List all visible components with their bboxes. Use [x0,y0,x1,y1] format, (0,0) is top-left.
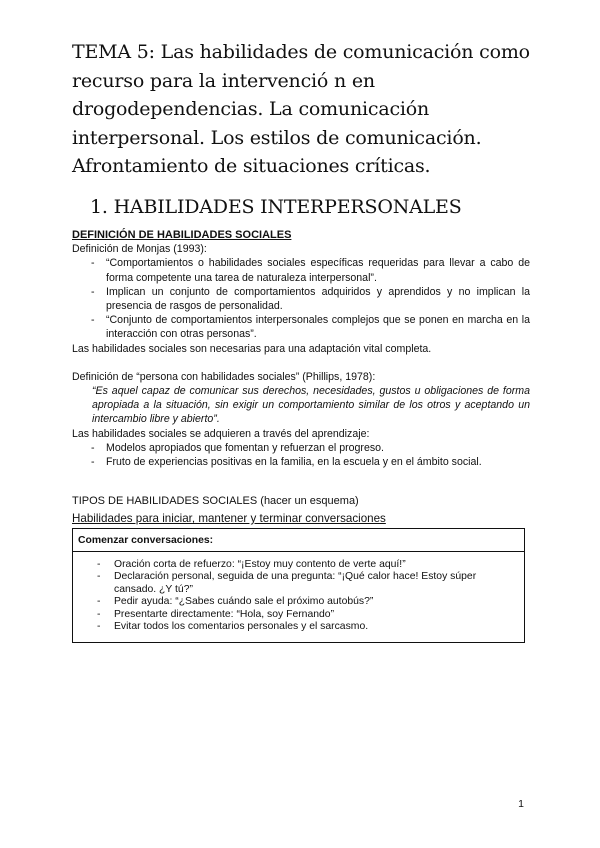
list-item: - Oración corta de refuerzo: “¡Estoy muy contento de verte aquí!” [73,559,524,571]
list-item: - Pedir ayuda: “¿Sabes cuándo sale el próximo autobús?” [73,596,524,608]
main-title: TEMA 5: Las habilidades de comunicación como recurso para la intervenció n en drogodependencias. La comunicación interpersonal. Los estilos de comunicación. Afrontamiento de situaciones críticas. [72,41,530,177]
phillips-quote: “Es aquel capaz de comunicar sus derechos, necesidades, gustos u obligaciones de forma apropiada a la situación, sin exigir un comportamiento similar de los otros y aceptando un intercambio libre y abierto”. [92,385,530,426]
list-item: - “Comportamientos o habilidades sociales específicas requeridas para llevar a cabo de forma competente una tarea de naturaleza interpersonal”. [72,256,530,284]
phillips-intro: Definición de “persona con habilidades sociales” (Phillips, 1978): [72,370,376,383]
list-item: - Modelos apropiados que fomentan y refuerzan el progreso. [72,441,530,455]
list-item: - Evitar todos los comentarios personales y el sarcasmo. [73,621,524,633]
conversation-list [73,559,524,633]
list-item: - “Conjunto de comportamientos interpersonales complejos que se ponen en marcha en la interacción con otras personas”. [72,313,530,341]
adaptation-text: Las habilidades sociales son necesarias para una adaptación vital completa. [72,342,432,355]
table-header: Comenzar conversaciones: [73,529,524,552]
types-title: TIPOS DE HABILIDADES SOCIALES (hacer un esquema) [72,495,359,507]
definition-heading: DEFINICIÓN DE HABILIDADES SOCIALES [72,229,292,241]
types-subtitle: Habilidades para iniciar, mantener y terminar conversaciones [72,512,386,525]
section-title: 1. HABILIDADES INTERPERSONALES [90,196,462,218]
list-item: - Presentarte directamente: “Hola, soy Fernando” [73,609,524,621]
list-item: - Declaración personal, seguida de una pregunta: “¡Qué calor hace! Estoy súper cansado. ¿Y tú?” [73,571,524,596]
page-number: 1 [518,798,524,810]
list-item: - Implican un conjunto de comportamientos adquiridos y aprendidos y no implican la presencia de rasgos de personalidad. [72,285,530,313]
learning-list [72,441,530,469]
table-body [73,552,524,633]
list-item: - Fruto de experiencias positivas en la familia, en la escuela y en el ámbito social. [72,455,530,469]
monjas-intro: Definición de Monjas (1993): [72,243,207,256]
conversation-table [72,528,525,643]
monjas-list [72,256,530,341]
body-text [72,228,530,469]
learning-text: Las habilidades sociales se adquieren a través del aprendizaje: [72,427,370,440]
